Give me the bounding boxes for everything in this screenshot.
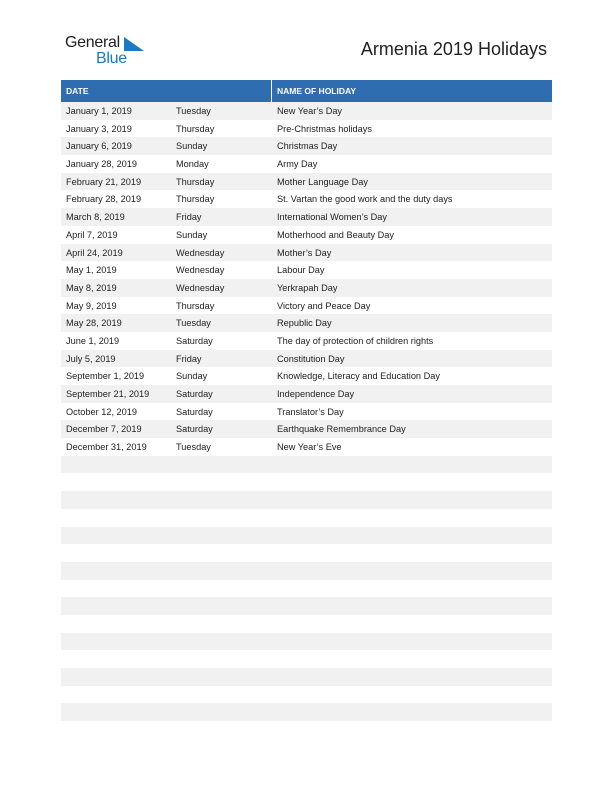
holiday-weekday: Sunday: [176, 229, 208, 240]
holiday-name: New Year’s Eve: [277, 442, 342, 453]
table-row: [61, 120, 552, 138]
logo-triangle-icon: [124, 37, 144, 51]
holiday-name: Victory and Peace Day: [277, 300, 371, 311]
table-row: [61, 190, 552, 208]
holiday-weekday: Monday: [176, 159, 209, 170]
table-row: [61, 473, 552, 491]
table-row: [61, 668, 552, 686]
holiday-date: January 3, 2019: [66, 123, 132, 134]
holiday-date: April 7, 2019: [66, 229, 118, 240]
holiday-date: April 24, 2019: [66, 247, 123, 258]
holiday-weekday: Sunday: [176, 371, 208, 382]
table-row: [61, 420, 552, 438]
table-row: [61, 562, 552, 580]
holiday-weekday: Wednesday: [176, 265, 225, 276]
holiday-weekday: Tuesday: [176, 442, 211, 453]
holiday-name: Mother Language Day: [277, 176, 368, 187]
holiday-weekday: Saturday: [176, 389, 213, 399]
holiday-name: Army Day: [277, 159, 318, 170]
holiday-weekday: Friday: [176, 353, 202, 364]
holiday-weekday: Wednesday: [176, 247, 225, 258]
holiday-name: Knowledge, Literacy and Education Day: [277, 371, 440, 382]
table-row: [61, 155, 552, 173]
table-row: [61, 527, 552, 545]
generalblue-logo: [65, 34, 155, 68]
table-row: [61, 491, 552, 509]
holiday-date: July 5, 2019: [66, 353, 116, 364]
table-row: [61, 385, 552, 403]
holiday-table: [61, 80, 552, 739]
holiday-name: New Year’s Day: [277, 106, 343, 116]
table-row: [61, 686, 552, 704]
holiday-name: Pre-Christmas holidays: [277, 123, 372, 134]
holiday-weekday: Thursday: [176, 194, 215, 205]
table-row: [61, 367, 552, 385]
table-row: [61, 580, 552, 598]
holiday-name: Motherhood and Beauty Day: [277, 229, 394, 240]
table-row: [61, 137, 552, 155]
table-row: [61, 633, 552, 651]
table-row: [61, 332, 552, 350]
holiday-weekday: Saturday: [176, 424, 213, 435]
table-row: [61, 703, 552, 721]
holiday-weekday: Tuesday: [176, 106, 211, 116]
holiday-date: May 1, 2019: [66, 265, 117, 276]
holiday-date: February 28, 2019: [66, 194, 142, 205]
holiday-date: June 1, 2019: [66, 335, 120, 346]
table-row: [61, 226, 552, 244]
table-row: [61, 261, 552, 279]
holiday-date: May 8, 2019: [66, 282, 117, 293]
holiday-name: Independence Day: [277, 389, 355, 399]
holiday-date: September 1, 2019: [66, 371, 145, 382]
table-row: [61, 509, 552, 527]
holiday-weekday: Friday: [176, 212, 202, 223]
header-divider: [271, 80, 272, 102]
table-row: [61, 350, 552, 368]
holiday-name: St. Vartan the good work and the duty days: [277, 194, 453, 205]
holiday-name: Translator’s Day: [277, 406, 344, 417]
table-row: [61, 615, 552, 633]
page-title: Armenia 2019 Holidays: [360, 39, 547, 59]
holiday-date: October 12, 2019: [66, 406, 137, 417]
table-body: [61, 102, 552, 739]
table-row: [61, 721, 552, 739]
holiday-date: January 1, 2019: [66, 106, 132, 116]
table-row: [61, 597, 552, 615]
table-row: [61, 279, 552, 297]
holiday-weekday: Tuesday: [176, 318, 211, 329]
table-row: [61, 244, 552, 262]
holiday-weekday: Wednesday: [176, 282, 225, 293]
table-row: [61, 650, 552, 668]
table-row: [61, 403, 552, 421]
holiday-name: Christmas Day: [277, 141, 338, 152]
holiday-date: September 21, 2019: [66, 389, 150, 399]
holiday-name: Earthquake Remembrance Day: [277, 424, 406, 435]
holiday-date: February 21, 2019: [66, 176, 142, 187]
holiday-date: December 7, 2019: [66, 424, 142, 435]
holiday-date: December 31, 2019: [66, 442, 147, 453]
table-row: [61, 173, 552, 191]
holiday-weekday: Saturday: [176, 406, 213, 417]
holiday-weekday: Thursday: [176, 300, 215, 311]
table-row: [61, 297, 552, 315]
table-row: [61, 102, 552, 120]
holiday-name: Republic Day: [277, 318, 332, 329]
table-row: [61, 544, 552, 562]
logo-word-blue: Blue: [96, 50, 127, 67]
table-row: [61, 208, 552, 226]
column-header-date: DATE: [66, 86, 89, 96]
holiday-name: International Women’s Day: [277, 212, 387, 223]
holiday-date: January 28, 2019: [66, 159, 138, 170]
holiday-date: March 8, 2019: [66, 212, 125, 223]
holiday-weekday: Sunday: [176, 141, 208, 152]
holiday-weekday: Thursday: [176, 123, 215, 134]
table-header: [61, 80, 552, 102]
holiday-name: Yerkrapah Day: [277, 282, 338, 293]
holiday-name: Constitution Day: [277, 353, 345, 364]
holiday-weekday: Thursday: [176, 176, 215, 187]
holiday-weekday: Saturday: [176, 335, 213, 346]
holiday-name: The day of protection of children rights: [277, 335, 434, 346]
logo-word-general: General: [65, 34, 120, 51]
table-row: [61, 438, 552, 456]
table-row: [61, 456, 552, 474]
holiday-name: Mother’s Day: [277, 247, 332, 258]
holiday-date: January 6, 2019: [66, 141, 132, 152]
holiday-date: May 28, 2019: [66, 318, 122, 329]
holiday-name: Labour Day: [277, 265, 325, 276]
holiday-date: May 9, 2019: [66, 300, 117, 311]
table-row: [61, 314, 552, 332]
column-header-name: NAME OF HOLIDAY: [277, 86, 357, 96]
